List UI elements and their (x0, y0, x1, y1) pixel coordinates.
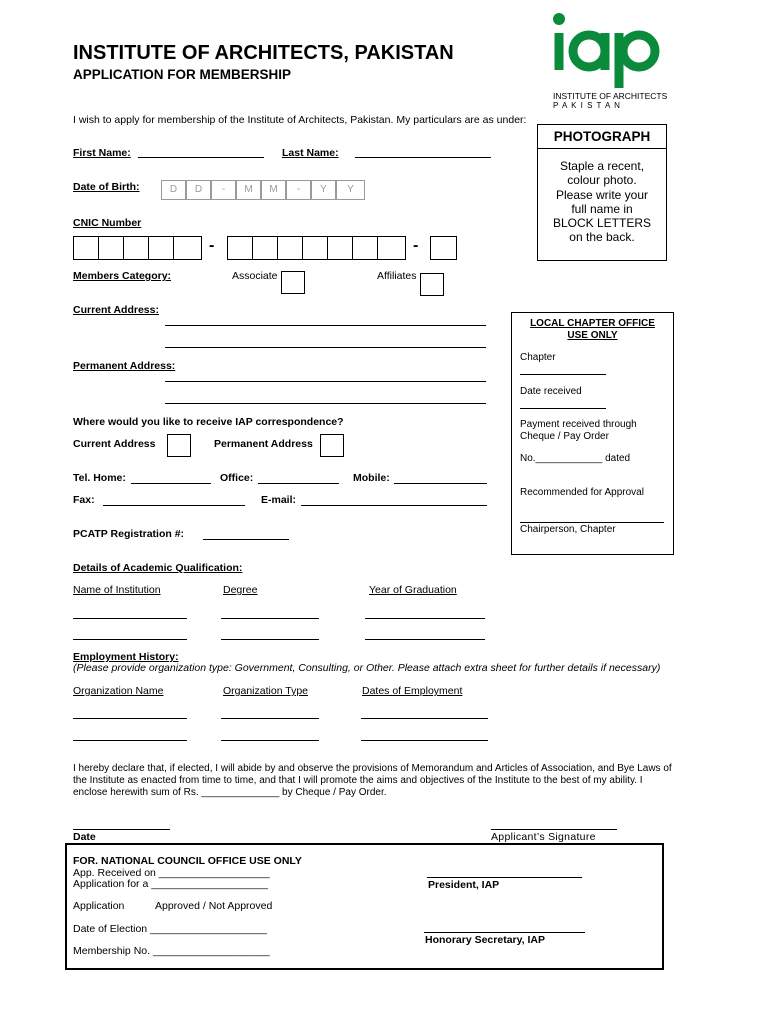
last-name-field[interactable] (355, 157, 491, 158)
tel-home-field[interactable] (131, 483, 211, 484)
chapter-box-subtitle: USE ONLY (567, 330, 618, 341)
corr-permanent-checkbox[interactable] (320, 434, 344, 457)
tel-home-label: Tel. Home: (73, 472, 126, 484)
dob-label: Date of Birth: (73, 181, 140, 193)
permanent-address-line[interactable] (165, 381, 486, 382)
academic-heading: Details of Academic Qualification: (73, 562, 243, 574)
photo-instruction: on the back. (569, 230, 635, 245)
last-name-label: Last Name: (282, 147, 339, 159)
date-label: Date (73, 831, 96, 843)
application-label: Application (73, 900, 125, 912)
dob-cell[interactable]: Y (336, 180, 365, 200)
intro-text: I wish to apply for membership of the Institute of Architects, Pakistan. My particulars are as under: (73, 114, 527, 126)
declaration-line: I hereby declare that, if elected, I will abide by and observe the provisions of Memorandum and Articles of Association, and Bye Laws of (73, 763, 672, 774)
chapter-box-title: LOCAL CHAPTER OFFICE (530, 318, 655, 329)
cnic-cell[interactable] (227, 236, 253, 260)
corr-permanent-label: Permanent Address (214, 438, 313, 450)
academic-field[interactable] (73, 618, 187, 619)
dob-separator: - (211, 180, 236, 200)
office-label: Office: (220, 472, 254, 484)
payment-method-label: Cheque / Pay Order (520, 431, 609, 442)
cnic-cell[interactable] (352, 236, 378, 260)
academic-field[interactable] (221, 639, 319, 640)
app-received-field[interactable]: App. Received on ___________________ (73, 867, 270, 879)
application-for-field[interactable]: Application for a ____________________ (73, 878, 269, 890)
current-address-line[interactable] (165, 347, 486, 348)
dob-cell[interactable]: Y (311, 180, 336, 200)
academic-col-institution: Name of Institution (73, 584, 161, 596)
employment-col-dates: Dates of Employment (362, 685, 463, 697)
chapter-label: Chapter (520, 352, 556, 363)
cnic-cell[interactable] (327, 236, 353, 260)
academic-field[interactable] (73, 639, 187, 640)
mobile-field[interactable] (394, 483, 487, 484)
date-field[interactable] (73, 829, 170, 830)
current-address-label: Current Address: (73, 304, 159, 316)
cnic-cell[interactable] (73, 236, 99, 260)
council-box-title: FOR. NATIONAL COUNCIL OFFICE USE ONLY (73, 855, 302, 867)
first-name-field[interactable] (138, 157, 264, 158)
applicant-signature-field[interactable] (491, 829, 617, 830)
correspondence-question: Where would you like to receive IAP correspondence? (73, 416, 344, 428)
cnic-cell[interactable] (252, 236, 278, 260)
employment-field[interactable] (73, 718, 187, 719)
affiliates-checkbox[interactable] (420, 273, 444, 296)
dob-cell[interactable]: M (261, 180, 286, 200)
employment-note: (Please provide organization type: Government, Consulting, or Other. Please attach extra sheet for further details if necessary) (73, 662, 661, 674)
permanent-address-line[interactable] (165, 403, 486, 404)
iap-logo (548, 12, 670, 112)
cnic-cell[interactable] (377, 236, 406, 260)
payment-label: Payment received through (520, 419, 637, 430)
employment-field[interactable] (73, 740, 187, 741)
date-received-field[interactable] (520, 408, 606, 409)
approval-status[interactable]: Approved / Not Approved (155, 900, 273, 912)
president-label: President, IAP (428, 879, 500, 891)
dob-cell[interactable]: D (186, 180, 211, 200)
cnic-cell[interactable] (302, 236, 328, 260)
pcatp-field[interactable] (203, 539, 289, 540)
photo-instruction: Please write your (555, 187, 649, 202)
national-council-box (65, 843, 664, 970)
secretary-label: Honorary Secretary, IAP (425, 934, 546, 946)
secretary-signature-line[interactable] (424, 932, 585, 933)
logo-line1: INSTITUTE OF ARCHITECTS (553, 91, 668, 101)
iap-logo-mark (548, 12, 670, 92)
academic-col-year: Year of Graduation (369, 584, 457, 596)
dob-cell[interactable]: D (161, 180, 186, 200)
mobile-label: Mobile: (353, 472, 390, 484)
logo-line2: P A K I S T A N (553, 101, 621, 110)
corr-current-label: Current Address (73, 438, 156, 450)
email-label: E-mail: (261, 494, 297, 506)
recommended-label: Recommended for Approval (520, 487, 644, 498)
president-signature-line[interactable] (427, 877, 582, 878)
cnic-cell[interactable] (277, 236, 303, 260)
cnic-cell[interactable] (173, 236, 202, 260)
email-field[interactable] (301, 505, 487, 506)
payment-number-field[interactable]: No.____________ dated (520, 453, 631, 464)
photograph-title: PHOTOGRAPH (553, 129, 651, 144)
corr-current-checkbox[interactable] (167, 434, 191, 457)
members-category-label: Members Category: (73, 270, 172, 282)
fax-label: Fax: (73, 494, 95, 506)
office-field[interactable] (258, 483, 339, 484)
cnic-label: CNIC Number (73, 217, 142, 229)
dob-cell[interactable]: M (236, 180, 261, 200)
employment-heading: Employment History: (73, 651, 179, 663)
membership-number-field[interactable]: Membership No. ____________________ (73, 945, 270, 957)
cnic-cell[interactable] (148, 236, 174, 260)
chapter-field[interactable] (520, 374, 606, 375)
chairperson-label: Chairperson, Chapter (520, 524, 616, 535)
academic-field[interactable] (365, 639, 485, 640)
academic-field[interactable] (365, 618, 485, 619)
pcatp-label: PCATP Registration #: (73, 528, 185, 540)
cnic-dash: - (413, 237, 419, 254)
affiliates-label: Affiliates (377, 270, 417, 282)
current-address-line[interactable] (165, 325, 486, 326)
applicant-signature-label: Applicant’s Signature (491, 831, 596, 843)
employment-field[interactable] (221, 740, 319, 741)
cnic-cell[interactable] (430, 236, 457, 260)
dob-separator: - (286, 180, 311, 200)
form-subtitle: APPLICATION FOR MEMBERSHIP (73, 67, 292, 82)
institute-title: INSTITUTE OF ARCHITECTS, PAKISTAN (73, 42, 454, 64)
employment-col-org: Organization Name (73, 685, 164, 697)
cnic-cell[interactable] (123, 236, 149, 260)
employment-col-type: Organization Type (223, 685, 309, 697)
photograph-box (537, 124, 667, 261)
cnic-dash: - (209, 237, 215, 254)
photo-instruction: BLOCK LETTERS (552, 216, 652, 231)
cnic-cell[interactable] (98, 236, 124, 260)
academic-field[interactable] (221, 618, 319, 619)
election-date-field[interactable]: Date of Election ____________________ (73, 923, 267, 935)
associate-label: Associate (232, 270, 278, 282)
chairperson-signature-line[interactable] (520, 522, 664, 523)
date-received-label: Date received (520, 386, 582, 397)
declaration-line: enclose herewith sum of Rs. ______________ by Cheque / Pay Order. (73, 787, 387, 798)
photo-instruction: colour photo. (567, 173, 637, 188)
academic-col-degree: Degree (223, 584, 258, 596)
local-chapter-box (511, 312, 674, 555)
declaration-line: the Institute as enacted from time to time, and that I will promote the aims and objectives of the Institute to the best of my ability. I (73, 775, 643, 786)
fax-field[interactable] (103, 505, 245, 506)
employment-field[interactable] (361, 718, 488, 719)
first-name-label: First Name: (73, 147, 131, 159)
permanent-address-label: Permanent Address: (73, 360, 176, 372)
employment-field[interactable] (221, 718, 319, 719)
associate-checkbox[interactable] (281, 271, 305, 294)
employment-field[interactable] (361, 740, 488, 741)
photo-instruction: full name in (571, 201, 633, 216)
photo-instruction: Staple a recent, (559, 159, 645, 173)
